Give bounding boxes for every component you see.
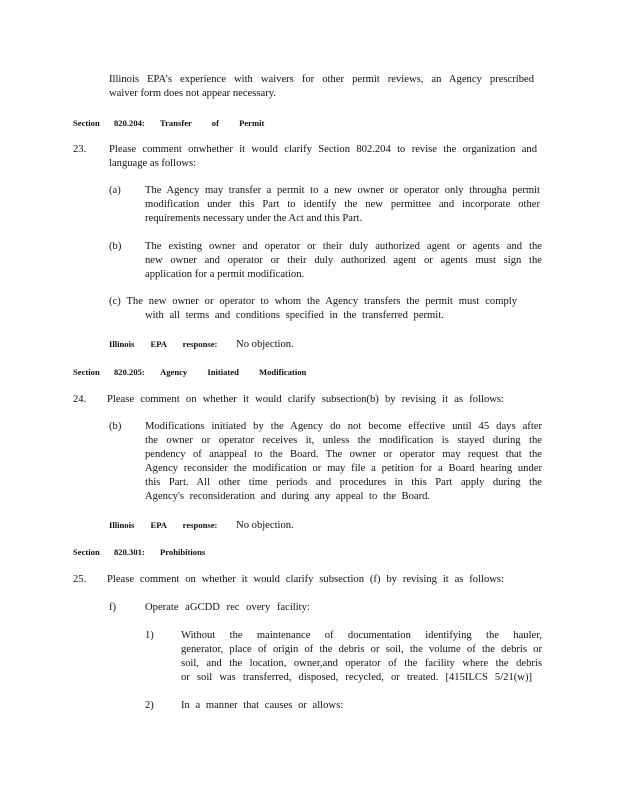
q24-item-b-line-2: the owner or operator receives it, unless the modification is stayed during the [145,435,542,446]
q24-response [109,518,294,533]
q25-sub-2-label: 2) [145,700,154,711]
q24-item-b-line-6: Agency's reconsideration and during any appeal to the Board. [145,491,431,502]
section-number: 820.205: [114,367,145,377]
q23-item-b-line-2: new owner and operator or their duly authorized agent or agents must sign the [145,255,542,266]
response-text: No objection. [236,520,294,531]
q25-sub-1-line-1: Without the maintenance of documentation identifying the hauler, [181,630,542,641]
q23-item-b-line-1: The existing owner and operator or their duly authorized agent or agents and the [145,241,542,252]
q25-item-f-text: Operate aGCDD rec overy facility: [145,602,310,613]
section-label: Section [73,367,100,377]
q25-sub-1-line-2: generator, place of origin of the debris or soil, the volume of the debris or [181,644,542,655]
intro-line-1: Illinois EPA’s experience with waivers for other permit reviews, an Agency prescribed [109,74,534,85]
q23-line-2: language as follows: [109,158,197,169]
section-number: 820.301: [114,547,145,557]
q25-sub-1-label: 1) [145,630,154,641]
section-label: Section [73,547,100,557]
q25-sub-2-text: In a manner that causes or allows: [181,700,344,711]
q23-item-b-label: (b) [109,241,122,252]
section-label: Section [73,118,100,128]
q24-item-b-line-5: this Part. All other time periods and procedures in this Part apply during the [145,477,542,488]
response-label: Illinois EPA response: [109,339,218,349]
question-number-23: 23. [73,144,87,155]
question-number-25: 25. [73,574,87,585]
q23-item-a-line-1: The Agency may transfer a permit to a new owner or operator only througha permit [145,185,540,196]
q24-item-b-line-3: pendency of anappeal to the Board. The owner or operator may request that the [145,449,542,460]
response-label: Illinois EPA response: [109,520,218,530]
section-number: 820.204: [114,118,145,128]
section-title: Prohibitions [160,547,206,557]
q24-item-b-label: (b) [109,421,122,432]
q25-sub-1-line-4: or soil was transferred, disposed, recycled, or treated. [415ILCS 5/21(w)] [181,672,532,683]
q25-line-1: Please comment on whether it would clarify subsection (f) by revising it as follows: [107,574,504,585]
response-text: No objection. [236,339,294,350]
q24-item-b-line-1: Modifications initiated by the Agency do not become effective until 45 days after [145,421,542,432]
q23-line-1: Please comment onwhether it would clarify Section 802.204 to revise the organization and [109,144,537,155]
q24-item-b-line-4: Agency reconsider the modification or may file a petition for a Board hearing under [145,463,542,474]
q23-response [109,337,294,352]
q25-item-f-label: f) [109,602,117,613]
q23-item-a-line-3: requirements necessary under the Act and this Part. [145,213,363,224]
q23-item-c-line-1: (c) The new owner or operator to whom the Agency transfers the permit must comply [109,296,517,307]
q23-item-a-label: (a) [109,185,121,196]
q25-sub-1-line-3: soil, and the location, owner,and operator of the facility where the debris [181,658,542,669]
section-title: Transfer of Permit [160,118,265,128]
q23-item-a-line-2: modification under this Part to identify the new permittee and incorporate other [145,199,540,210]
section-title: Agency Initiated Modification [160,367,307,377]
q24-line-1: Please comment on whether it would clarify subsection(b) by revising it as follows: [107,394,504,405]
intro-line-2: waiver form does not appear necessary. [109,88,276,99]
question-number-24: 24. [73,394,87,405]
q23-item-c-line-2: with all terms and conditions specified in the transferred permit. [145,310,444,321]
q23-item-b-line-3: application for a permit modification. [145,269,305,280]
